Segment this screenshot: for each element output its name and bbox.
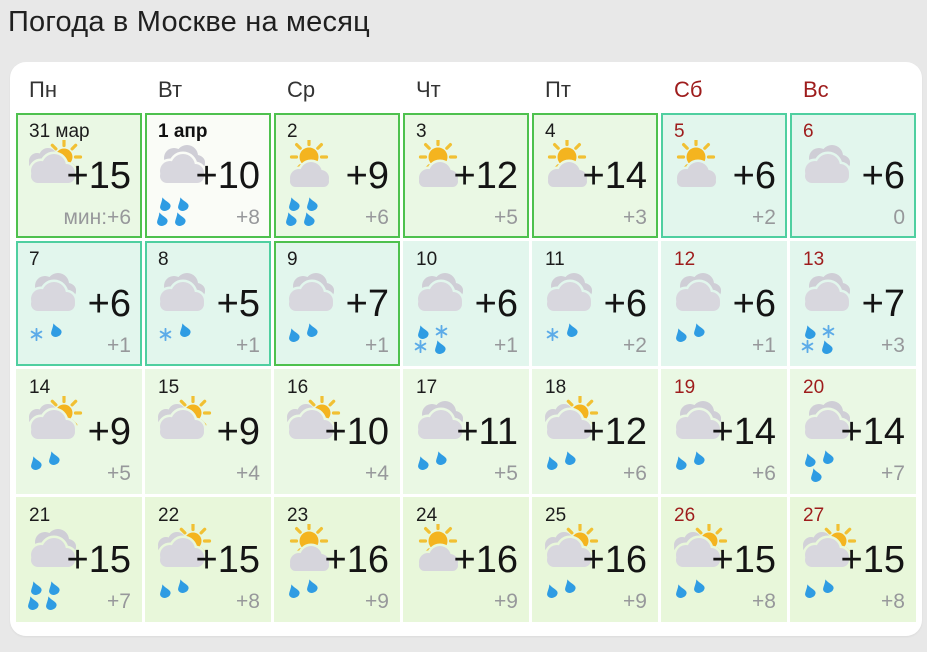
precipitation	[546, 325, 588, 339]
day-temperature: +5	[216, 283, 260, 325]
min-temperature: +3	[623, 206, 647, 229]
precipitation	[675, 453, 717, 467]
day-cell-15[interactable]	[145, 369, 271, 494]
date-label: 1 апр	[158, 121, 208, 142]
min-temperature: +1	[365, 334, 389, 357]
min-temperature: +7	[881, 462, 905, 485]
date-label: 23	[287, 505, 309, 526]
raindrop-icon	[417, 325, 428, 339]
date-label: 4	[545, 121, 556, 142]
snowflake-icon	[159, 328, 172, 342]
raindrop-icon	[564, 579, 575, 593]
raindrop-icon	[48, 451, 59, 465]
month-forecast-card	[10, 62, 922, 636]
snowflake-icon	[435, 325, 448, 339]
precipitation	[804, 453, 846, 482]
min-temperature: +9	[623, 590, 647, 613]
date-label: 12	[674, 249, 696, 270]
date-label: 11	[545, 249, 565, 270]
cloudy-icon	[667, 268, 729, 320]
day-temperature: +7	[345, 283, 389, 325]
min-temperature: +2	[623, 334, 647, 357]
cloudy-icon	[796, 140, 858, 192]
precipitation	[675, 325, 717, 339]
day-cell-26[interactable]	[661, 497, 787, 622]
min-temperature: +4	[365, 462, 389, 485]
snowflake-icon	[822, 325, 835, 339]
day-temperature: +9	[87, 411, 131, 453]
raindrop-icon	[288, 328, 299, 342]
precipitation	[159, 581, 201, 595]
min-temperature: +8	[752, 590, 776, 613]
day-cell-3[interactable]	[403, 113, 529, 238]
date-label: 14	[29, 377, 51, 398]
day-temperature: +15	[711, 539, 776, 581]
raindrop-icon	[303, 212, 314, 226]
raindrop-icon	[50, 323, 61, 337]
day-temperature: +11	[456, 411, 518, 453]
day-temperature: +6	[732, 283, 776, 325]
raindrop-icon	[156, 212, 167, 226]
date-label: 7	[29, 249, 40, 270]
precipitation	[30, 453, 72, 467]
raindrop-icon	[177, 197, 188, 211]
date-label: 15	[158, 377, 180, 398]
date-label: 26	[674, 505, 696, 526]
raindrop-icon	[822, 579, 833, 593]
raindrop-icon	[288, 584, 299, 598]
min-temperature: +6	[623, 462, 647, 485]
precipitation	[159, 325, 201, 339]
raindrop-icon	[566, 323, 577, 337]
sun-over-cloud-icon	[280, 140, 342, 192]
weekday-header-5: Пт	[545, 77, 571, 102]
day-temperature: +12	[453, 155, 518, 197]
min-temperature: +6	[365, 206, 389, 229]
raindrop-icon	[306, 323, 317, 337]
precipitation	[288, 197, 330, 226]
day-temperature: +6	[861, 155, 905, 197]
snowflake-icon	[30, 328, 43, 342]
date-label: 19	[674, 377, 696, 398]
cloudy-icon	[151, 268, 213, 320]
min-temperature: +5	[494, 206, 518, 229]
raindrop-icon	[693, 579, 704, 593]
snowflake-icon	[801, 340, 814, 354]
min-temperature: +7	[107, 590, 131, 613]
min-temperature: +4	[236, 462, 260, 485]
min-temperature: мин:+6	[63, 206, 131, 229]
day-temperature: +9	[345, 155, 389, 197]
sun-over-cloud-icon	[667, 140, 729, 192]
date-label: 25	[545, 505, 567, 526]
precipitation	[417, 453, 459, 467]
day-cell-25[interactable]	[532, 497, 658, 622]
raindrop-icon	[693, 323, 704, 337]
day-cell-12[interactable]	[661, 241, 787, 366]
date-label: 20	[803, 377, 825, 398]
min-temperature: +9	[494, 590, 518, 613]
raindrop-icon	[30, 456, 41, 470]
date-label: 31 мар	[29, 121, 90, 142]
day-temperature: +6	[732, 155, 776, 197]
raindrop-icon	[434, 340, 445, 354]
weekday-header-1: Пн	[29, 77, 57, 102]
min-temperature: +1	[752, 334, 776, 357]
cloudy-icon	[538, 268, 600, 320]
raindrop-icon	[821, 340, 832, 354]
raindrop-icon	[48, 581, 59, 595]
raindrop-icon	[285, 212, 296, 226]
weekday-header-2: Вт	[158, 77, 183, 102]
precipitation	[804, 581, 846, 595]
day-temperature: +15	[840, 539, 905, 581]
precipitation	[288, 325, 330, 339]
min-temperature: 0	[893, 206, 905, 229]
day-temperature: +14	[582, 155, 647, 197]
raindrop-icon	[804, 325, 815, 339]
day-cell-14[interactable]	[16, 369, 142, 494]
day-temperature: +10	[195, 155, 260, 197]
day-cell-24[interactable]	[403, 497, 529, 622]
day-cell-4[interactable]	[532, 113, 658, 238]
min-temperature: +8	[236, 590, 260, 613]
day-cell-18[interactable]	[532, 369, 658, 494]
day-temperature: +12	[582, 411, 647, 453]
day-cell-7[interactable]	[16, 241, 142, 366]
cloudy-icon	[280, 268, 342, 320]
day-temperature: +16	[324, 539, 389, 581]
precipitation	[30, 325, 72, 339]
calendar-grid	[16, 70, 916, 622]
day-temperature: +14	[711, 411, 776, 453]
day-cell-1-апр[interactable]	[145, 113, 271, 238]
min-temperature: +2	[752, 206, 776, 229]
raindrop-icon	[288, 197, 299, 211]
day-cell-11[interactable]	[532, 241, 658, 366]
day-temperature: +6	[87, 283, 131, 325]
date-label: 16	[287, 377, 309, 398]
min-temperature: +1	[494, 334, 518, 357]
raindrop-icon	[675, 328, 686, 342]
precipitation	[417, 325, 459, 354]
date-label: 27	[803, 505, 825, 526]
weekday-header-3: Ср	[287, 77, 316, 102]
day-cell-8[interactable]	[145, 241, 271, 366]
raindrop-icon	[306, 197, 317, 211]
day-cell-27[interactable]	[790, 497, 916, 622]
day-temperature: +14	[840, 411, 905, 453]
min-temperature: +8	[881, 590, 905, 613]
day-temperature: +7	[861, 283, 905, 325]
day-temperature: +9	[216, 411, 260, 453]
raindrop-icon	[417, 456, 428, 470]
raindrop-icon	[675, 456, 686, 470]
day-temperature: +10	[324, 411, 389, 453]
raindrop-icon	[177, 579, 188, 593]
date-label: 22	[158, 505, 180, 526]
precipitation	[804, 325, 846, 354]
raindrop-icon	[546, 584, 557, 598]
day-cell-20[interactable]	[790, 369, 916, 494]
date-label: 9	[287, 249, 298, 270]
raindrop-icon	[27, 596, 38, 610]
date-label: 17	[416, 377, 438, 398]
weekday-header-7: Вс	[803, 77, 829, 102]
day-cell-6[interactable]	[790, 113, 916, 238]
day-temperature: +16	[582, 539, 647, 581]
min-temperature: +3	[881, 334, 905, 357]
raindrop-icon	[804, 453, 815, 467]
precipitation	[546, 581, 588, 595]
raindrop-icon	[159, 197, 170, 211]
day-cell-22[interactable]	[145, 497, 271, 622]
date-label: 13	[803, 249, 825, 270]
sun-behind-clouds-icon	[151, 396, 213, 448]
precipitation	[288, 581, 330, 595]
min-temperature: +1	[107, 334, 131, 357]
min-temperature: +1	[236, 334, 260, 357]
raindrop-icon	[30, 581, 41, 595]
sun-behind-clouds-icon	[22, 396, 84, 448]
day-cell-9[interactable]	[274, 241, 400, 366]
min-temperature: +5	[107, 462, 131, 485]
date-label: 5	[674, 121, 685, 142]
day-cell-13[interactable]	[790, 241, 916, 366]
cloudy-icon	[796, 268, 858, 320]
date-label: 2	[287, 121, 298, 142]
day-cell-17[interactable]	[403, 369, 529, 494]
min-temperature: +9	[365, 590, 389, 613]
raindrop-icon	[174, 212, 185, 226]
day-cell-23[interactable]	[274, 497, 400, 622]
min-temperature: +6	[752, 462, 776, 485]
raindrop-icon	[564, 451, 575, 465]
day-temperature: +15	[66, 539, 131, 581]
raindrop-icon	[159, 584, 170, 598]
day-cell-2[interactable]	[274, 113, 400, 238]
day-cell-19[interactable]	[661, 369, 787, 494]
day-cell-31-мар[interactable]	[16, 113, 142, 238]
date-label: 21	[29, 505, 51, 526]
cloudy-icon	[22, 268, 84, 320]
precipitation	[675, 581, 717, 595]
day-temperature: +15	[66, 155, 131, 197]
date-label: 3	[416, 121, 427, 142]
cloudy-icon	[409, 268, 471, 320]
day-cell-5[interactable]	[661, 113, 787, 238]
precipitation	[159, 197, 201, 226]
date-label: 10	[416, 249, 438, 270]
snowflake-icon	[546, 328, 559, 342]
weekday-header-4: Чт	[416, 77, 441, 102]
day-temperature: +16	[453, 539, 518, 581]
min-temperature: +5	[494, 462, 518, 485]
precipitation	[546, 453, 588, 467]
raindrop-icon	[179, 323, 190, 337]
raindrop-icon	[546, 456, 557, 470]
raindrop-icon	[804, 584, 815, 598]
raindrop-icon	[810, 468, 821, 482]
weekday-header-6: Сб	[674, 77, 703, 102]
raindrop-icon	[693, 451, 704, 465]
snowflake-icon	[414, 340, 427, 354]
raindrop-icon	[675, 584, 686, 598]
day-temperature: +6	[474, 283, 518, 325]
date-label: 6	[803, 121, 814, 142]
day-cell-21[interactable]	[16, 497, 142, 622]
day-cell-10[interactable]	[403, 241, 529, 366]
min-temperature: +8	[236, 206, 260, 229]
page-title: Погода в Москве на месяц	[8, 6, 370, 38]
day-temperature: +15	[195, 539, 260, 581]
raindrop-icon	[45, 596, 56, 610]
date-label: 8	[158, 249, 169, 270]
date-label: 18	[545, 377, 567, 398]
precipitation	[30, 581, 72, 610]
raindrop-icon	[306, 579, 317, 593]
day-temperature: +6	[603, 283, 647, 325]
raindrop-icon	[822, 450, 833, 464]
date-label: 24	[416, 505, 438, 526]
raindrop-icon	[435, 451, 446, 465]
day-cell-16[interactable]	[274, 369, 400, 494]
